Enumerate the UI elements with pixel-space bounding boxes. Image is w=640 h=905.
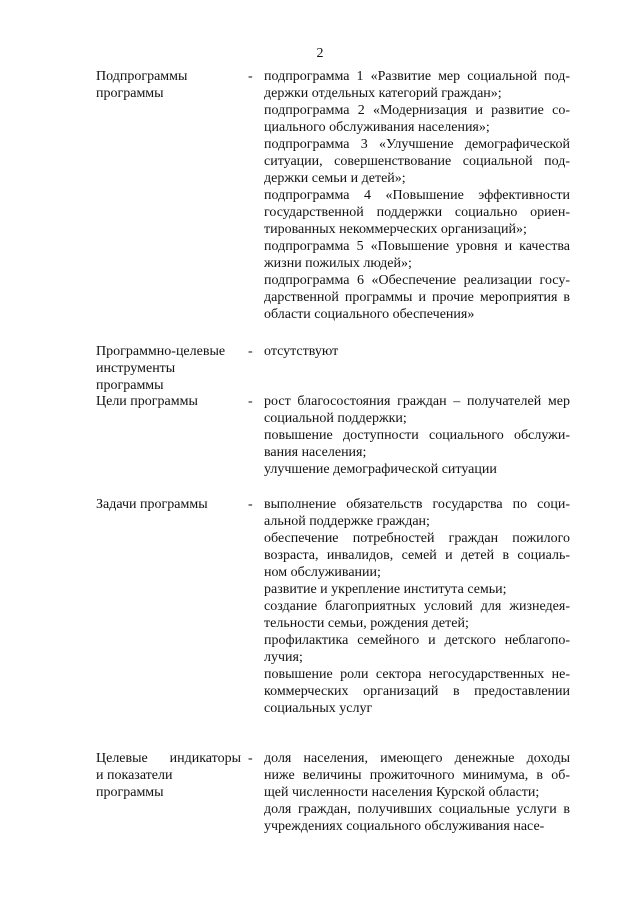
content-line: государственной поддержки социально ориен- [264,205,570,220]
content-line: подпрограмма 2 «Модернизация и развитие со- [264,103,570,118]
section-label-line: и показатели [96,768,173,783]
content-line: альной поддержке граждан; [264,514,430,529]
section-content [264,496,570,717]
section-content [264,750,570,835]
section-dash: - [248,751,253,766]
content-line: области социального обеспечения» [264,307,475,322]
section-label-line: программы [96,86,164,101]
content-line: подпрограмма 4 «Повышение эффективности [264,188,570,203]
content-line: держки отдельных категорий граждан»; [264,86,502,101]
content-line: выполнение обязательств государства по соци- [264,497,570,512]
content-line: дарственной программы и прочие мероприятия в [264,290,570,305]
content-line: ном обслуживании; [264,565,381,580]
content-line: жизни пожилых людей»; [264,256,412,271]
content-line: развитие и укрепление института семьи; [264,582,507,597]
content-line: социальной поддержки; [264,411,407,426]
section-label-line: Программно-целевые [96,344,226,359]
content-line: подпрограмма 5 «Повышение уровня и качества [264,239,570,254]
content-line: вания населения; [264,445,367,460]
section-dash: - [248,394,253,409]
content-line: циального обслуживания населения»; [264,120,490,135]
section-dash: - [248,497,253,512]
content-line: щей численности населения Курской области; [264,785,540,800]
content-line: улучшение демографической ситуации [264,462,497,477]
section-label-line: Цели программы [96,394,198,409]
section-label-line: инструменты [96,361,176,376]
content-line: социальных услуг [264,701,373,716]
content-line: тельности семьи, рождения детей; [264,616,469,631]
content-line: создание благоприятных условий для жизнедея- [264,599,570,614]
section-label-line: Целевые индикаторы [96,751,241,766]
content-line: повышение роли сектора негосударственных не- [264,667,570,682]
content-line: ситуации, совершенствование социальной под- [264,154,570,169]
section-label [96,68,246,102]
section-label [96,343,246,394]
content-line: доля граждан, получивших социальные услуги в [264,802,570,817]
section-label [96,393,246,410]
content-line: профилактика семейного и детского неблагопо- [264,633,570,648]
content-line: подпрограмма 6 «Обеспечение реализации госу- [264,273,570,288]
section-label [96,496,246,513]
content-line: подпрограмма 3 «Улучшение демографической [264,137,570,152]
content-line: рост благосостояния граждан – получателей мер [264,394,570,409]
content-line: обеспечение потребностей граждан пожилого [264,531,570,546]
section-dash: - [248,344,253,359]
section-content [264,343,570,360]
section-label [96,750,246,801]
content-line: подпрограмма 1 «Развитие мер социальной под- [264,69,570,84]
content-line: возраста, инвалидов, семей и детей в социаль- [264,548,570,563]
section-dash: - [248,69,253,84]
section-content [264,68,570,323]
section-label-line: Задачи программы [96,497,208,512]
section-label-line: Подпрограммы [96,69,188,84]
content-line: учреждениях социального обслуживания насе- [264,819,545,834]
content-line: держки семьи и детей»; [264,171,406,186]
content-line: повышение доступности социального обслужи- [264,428,570,443]
content-line: отсутствуют [264,344,339,359]
content-line: доля населения, имеющего денежные доходы [264,751,570,766]
section-label-line: программы [96,378,164,393]
content-line: тированных некоммерческих организаций»; [264,222,527,237]
content-line: ниже величины прожиточного минимума, в об- [264,768,570,783]
section-content [264,393,570,478]
page-number: 2 [316,46,324,61]
content-line: коммерческих организаций в предоставлении [264,684,570,699]
section-label-line: программы [96,785,164,800]
content-line: лучия; [264,650,303,665]
